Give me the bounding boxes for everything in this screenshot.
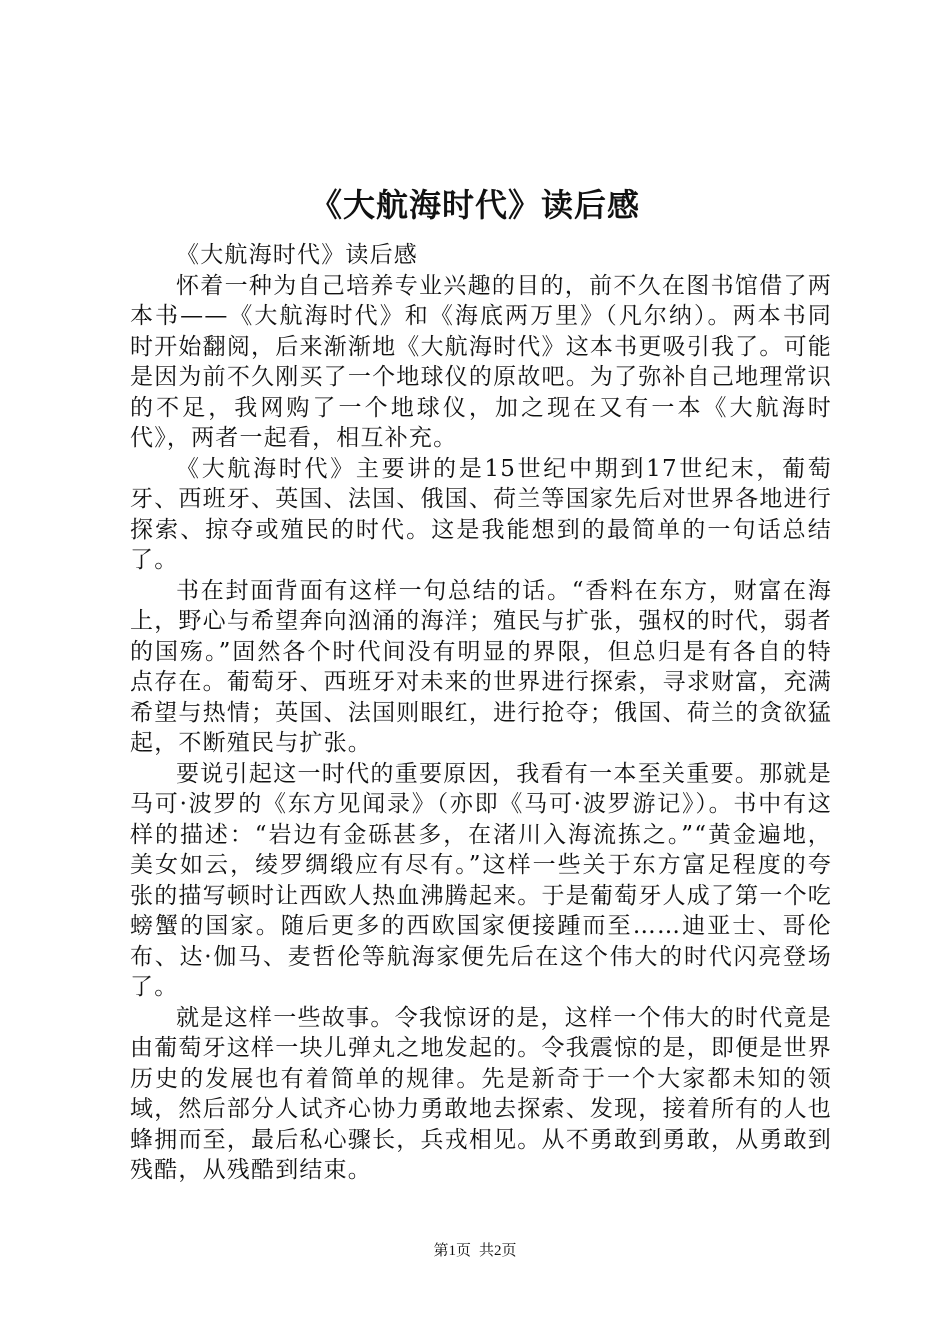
page-total: 共2页 — [479, 1243, 517, 1259]
paragraph-intro: 怀着一种为自己培养专业兴趣的目的，前不久在图书馆借了两本书——《大航海时代》和《海底两万里》（凡尔纳）。两本书同时开始翻阅，后来渐渐地《大航海时代》这本书更吸引我了。可能是因为前不久刚买了一个地球仪的原故吧。为了弥补自己地理常识的不足，我网购了一个地球仪，加之现在又有一本《大航海时代》，两者一起看，相互补充。 — [130, 272, 832, 451]
document-title: 《大航海时代》读后感 — [309, 186, 640, 224]
page-footer — [0, 1241, 950, 1261]
paragraph-marco-polo: 要说引起这一时代的重要原因，我看有一本至关重要。那就是马可·波罗的《东方见闻录》（亦即《马可·波罗游记》）。书中有这样的描述：“岩边有金砾甚多，在渚川入海流拣之。”“黄金遍地，美女如云，绫罗绸缎应有尽有。”这样一些关于东方富足程度的夸张的描写顿时让西欧人热血沸腾起来。于是葡萄牙人成了第一个吃螃蟹的国家。随后更多的西欧国家便接踵而至……迪亚士、哥伦布、达·伽马、麦哲伦等航海家便先后在这个伟大的时代闪亮登场了。 — [130, 760, 832, 1000]
page-number: 第1页 — [433, 1243, 471, 1259]
paragraph-reflection: 就是这样一些故事。令我惊讶的是，这样一个伟大的时代竟是由葡萄牙这样一块儿弹丸之地发起的。令我震惊的是，即便是世界历史的发展也有着简单的规律。先是新奇于一个大家都未知的领域，然后部分人试齐心协力勇敢地去探索、发现，接着所有的人也蜂拥而至，最后私心骤长，兵戎相见。从不勇敢到勇敢，从勇敢到残酷，从残酷到结束。 — [130, 1004, 832, 1183]
paragraph-cover-quote: 书在封面背面有这样一句总结的话。“香料在东方，财富在海上，野心与希望奔向汹涌的海洋；殖民与扩张，强权的时代，弱者的国殇。”固然各个时代间没有明显的界限，但总归是有各自的特点存在。葡萄牙、西班牙对未来的世界进行探索，寻求财富，充满希望与热情；英国、法国则眼红，进行抢夺；俄国、荷兰的贪欲猛起，不断殖民与扩张。 — [130, 577, 832, 756]
document-body — [130, 240, 832, 1186]
paragraph-summary: 《大航海时代》主要讲的是15世纪中期到17世纪末，葡萄牙、西班牙、英国、法国、俄国、荷兰等国家先后对世界各地进行探索、掠夺或殖民的时代。这是我能想到的最简单的一句话总结了。 — [130, 455, 832, 573]
paragraph-subtitle: 《大航海时代》读后感 — [176, 242, 418, 268]
